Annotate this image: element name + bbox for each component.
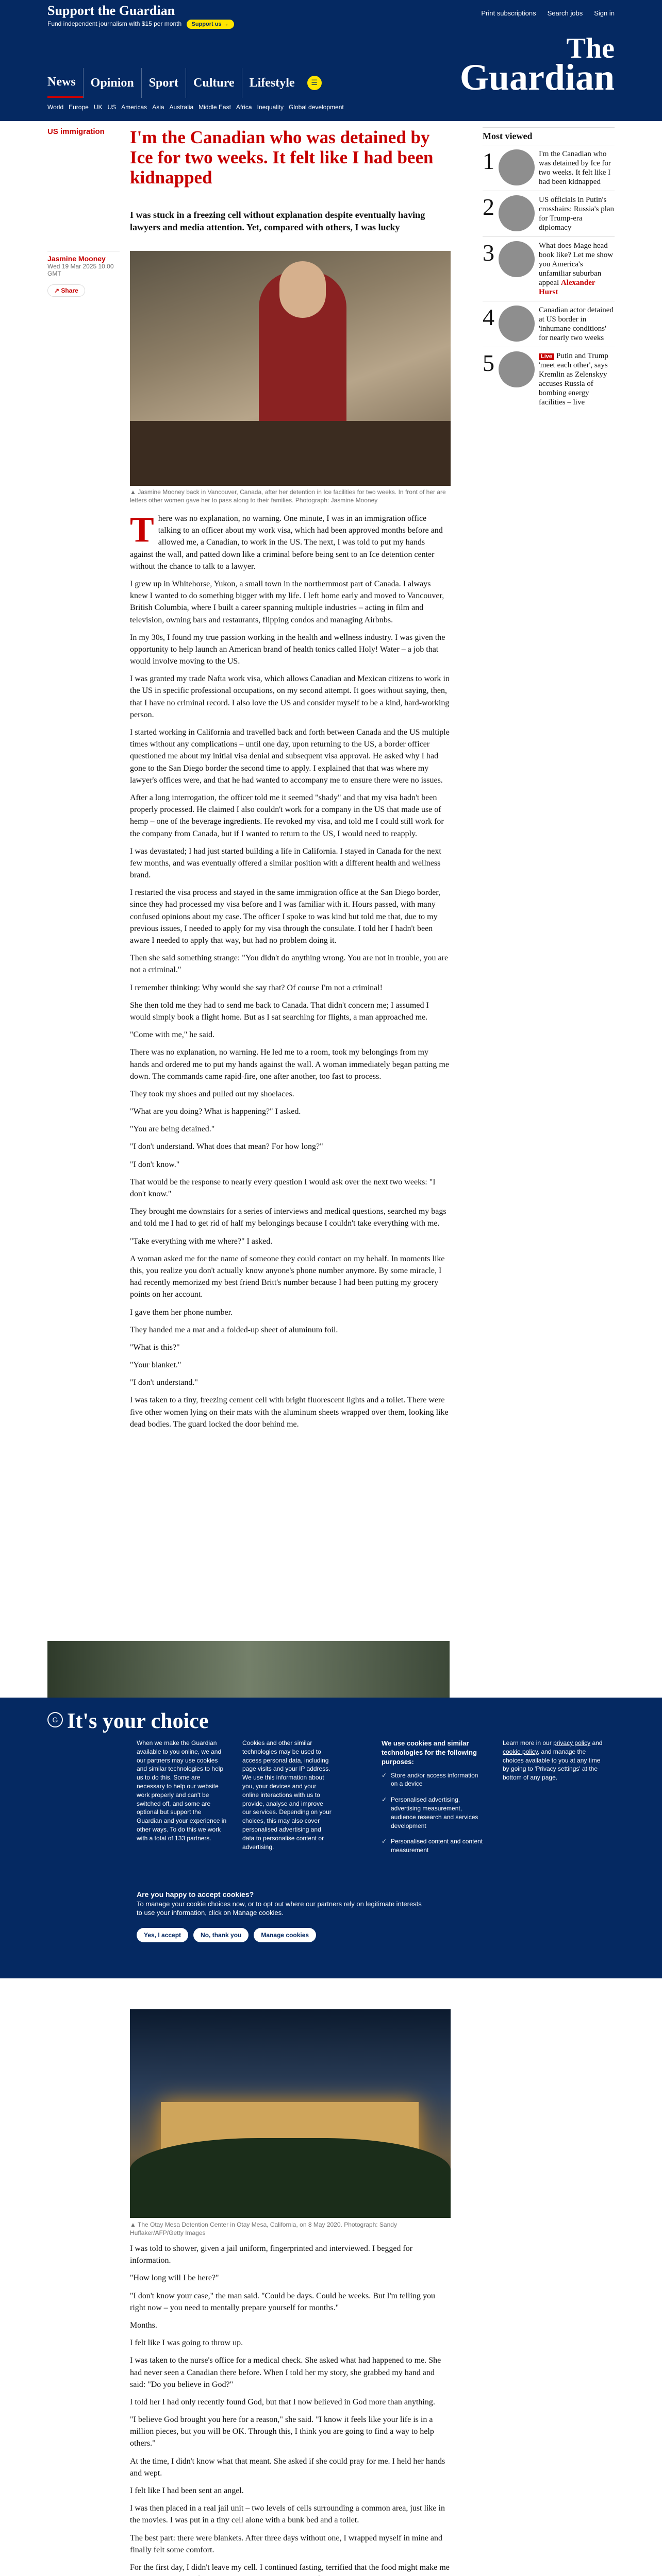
consent-details: Cookies and other similar technologies may be used to access personal data, including page visits and your IP address. We use this information about you, your devices and your online interactions with us to provide, analyse and improve our services. Depending on your choices, this may also cover personalised advertising and data to personalise content or advertising. bbox=[242, 1739, 332, 1851]
reject-cookies-button[interactable]: No, thank you bbox=[193, 1928, 249, 1942]
paragraph: I felt like I had been sent an angel. bbox=[130, 2486, 244, 2495]
pillar-nav bbox=[47, 68, 322, 98]
most-viewed-item[interactable] bbox=[483, 301, 615, 347]
most-viewed-text: Putin and Trump 'meet each other', says Kremlin as Zelenskyy accuses Russia of bombing energy facilities – live bbox=[539, 352, 608, 406]
thumbnail bbox=[499, 195, 535, 231]
headline: I'm the Canadian who was detained by Ice for two weeks. It felt like I had been kidnapped bbox=[130, 127, 434, 188]
paragraph: "I don't know." bbox=[130, 1160, 180, 1169]
paragraph: I was taken to a tiny, freezing cement cell with bright fluorescent lights and a toilet. There were five other women lying on their mats with the aluminum sheets wrapped over them, looking like dead bodies. The guard locked the door behind me. bbox=[130, 1396, 449, 1429]
image-trees bbox=[130, 2138, 451, 2218]
nav-news[interactable]: News bbox=[47, 68, 83, 98]
paragraph: They brought me downstairs for a series of interviews and medical questions, searched my bags and told me I had to get rid of half my belongings because I couldn't take everything with me. bbox=[130, 1207, 446, 1228]
paragraph: I grew up in Whitehorse, Yukon, a small town in the northernmost part of Canada. I always knew I wanted to do something bigger with my life. I left home early and moved to Vancouver, British Columbia, where I built a career spanning multiple industries – acting in film and television, owning bars and restaurants, flipping condos and managing Airbnbs. bbox=[130, 579, 444, 624]
purpose-item: ✓ Store and/or access information on a device bbox=[382, 1771, 485, 1789]
paragraph: "Come with me," he said. bbox=[130, 1030, 215, 1040]
subnav-asia[interactable]: Asia bbox=[152, 104, 164, 111]
paragraph: "I believe God brought you here for a reason," she said. "I know it feels like your life is in a million pieces, but you will be OK. Through this, I think you are going to find a way to help others." bbox=[130, 2415, 434, 2448]
paragraph: I was then placed in a real jail unit – two levels of cells surrounding a common area, just like in the movies. I was put in a tiny cell alone with a bunk bed and a toilet. bbox=[130, 2504, 445, 2525]
top-links bbox=[481, 9, 615, 17]
paragraph: "Your blanket." bbox=[130, 1361, 181, 1370]
paragraph: The best part: there were blankets. After three days without one, I wrapped myself in mine and finally felt some comfort. bbox=[130, 2533, 443, 2554]
rank-number: 5 bbox=[483, 350, 494, 376]
learn-more-post: , and manage the choices available to you at any time by going to 'Privacy settings' at the bottom of any page. bbox=[503, 1748, 601, 1782]
paragraph: "What are you doing? What is happening?" I asked. bbox=[130, 1107, 301, 1116]
guardian-logo[interactable] bbox=[459, 32, 615, 98]
consent-title: It's your choice bbox=[67, 1709, 209, 1733]
support-title: Support the Guardian bbox=[47, 3, 175, 18]
masthead bbox=[0, 0, 662, 121]
article-body-continued bbox=[130, 2243, 450, 2576]
paragraph: Months. bbox=[130, 2320, 157, 2330]
subnav-us[interactable]: US bbox=[107, 104, 117, 111]
nav-lifestyle[interactable]: Lifestyle bbox=[242, 68, 302, 98]
thumbnail bbox=[499, 241, 535, 277]
accept-cookies-button[interactable]: Yes, I accept bbox=[137, 1928, 188, 1942]
paragraph: "I don't understand." bbox=[130, 1378, 198, 1387]
image-caption-text: The Otay Mesa Detention Center in Otay Mesa, California, on 8 May 2020. Photograph: Sandy Huffaker/AFP/Getty Images bbox=[130, 2221, 397, 2237]
most-viewed bbox=[483, 127, 615, 411]
guardian-roundel-icon: G bbox=[47, 1712, 63, 1727]
paragraph: "How long will I be here?" bbox=[130, 2274, 219, 2283]
thumbnail bbox=[499, 149, 535, 185]
logo-guardian: Guardian bbox=[459, 57, 615, 98]
subnav-inequality[interactable]: Inequality bbox=[257, 104, 284, 111]
share-label: Share bbox=[61, 287, 78, 294]
paragraph: I was devastated; I had just started building a life in California. I stayed in Canada for the next few months, and was eventually offered a similar position with a different health and wellness brand. bbox=[130, 846, 441, 880]
purpose-item: ✓ Personalised advertising, advertising measurement, audience research and services development bbox=[382, 1795, 485, 1830]
most-viewed-title: Most viewed bbox=[483, 127, 615, 142]
sub-nav bbox=[47, 104, 344, 111]
publish-date: Wed 19 Mar 2025 10.00 GMT bbox=[47, 263, 114, 277]
rank-number: 3 bbox=[483, 240, 494, 266]
hero-caption-text: Jasmine Mooney back in Vancouver, Canada, after her detention in Ice facilities for two weeks. In front of her are letters other women gave her to pass along to their families. Photograph: Jasmine Mooney bbox=[130, 488, 446, 504]
paragraph: I felt like I was going to throw up. bbox=[130, 2338, 243, 2348]
inline-image-partial bbox=[47, 1641, 450, 1698]
most-viewed-item[interactable] bbox=[483, 236, 615, 301]
paragraph: I restarted the visa process and stayed in the same immigration office at the San Diego border, since they had processed my visa before and I was familiar with it. Hours passed, with many confused opinions about my case. The officer I spoke to was kind but told me that, due to my previous issues, I needed to apply for my visa through the consulate. I told her I hadn't been aware I needed to apply that way, but had no problem doing it. bbox=[130, 888, 440, 945]
subnav-americas[interactable]: Americas bbox=[121, 104, 147, 111]
purposes-title: We use cookies and similar technologies for the following purposes: bbox=[382, 1739, 477, 1766]
share-button[interactable]: ↗ Share bbox=[47, 284, 85, 297]
standfirst: I was stuck in a freezing cell without explanation despite eventually having lawyers and media attention. Yet, compared with others, I was lucky bbox=[130, 210, 425, 233]
learn-more-pre: Learn more in our bbox=[503, 1739, 552, 1747]
rank-number: 2 bbox=[483, 194, 494, 220]
consent-question-sub: To manage your cookie choices now, or to opt out where our partners rely on legitimate interests to use your information, click on Manage cookies. bbox=[137, 1900, 422, 1917]
manage-cookies-button[interactable]: Manage cookies bbox=[254, 1928, 316, 1942]
paragraph: I started working in California and travelled back and forth between Canada and the US multiple times without any complications – until one day, upon returning to the US, a border officer questioned me about my initial visa denial and subsequent visa approval. He asked why I had gone to the San Diego border the second time to apply. I explained that that was where my lawyer's offices were, and that he had wanted to accompany me to ensure there were no issues. bbox=[130, 728, 450, 785]
paragraph: "You are being detained." bbox=[130, 1125, 215, 1134]
subnav-uk[interactable]: UK bbox=[93, 104, 103, 111]
paragraph: I was told to shower, given a jail uniform, fingerprinted and interviewed. I begged for information. bbox=[130, 2244, 413, 2265]
thumbnail bbox=[499, 306, 535, 342]
rank-number: 1 bbox=[483, 148, 494, 174]
paragraph: In my 30s, I found my true passion working in the health and wellness industry. I was given the opportunity to help launch an American brand of health tonics called Holy! Water – a job that would involve moving to the US. bbox=[130, 633, 445, 666]
hamburger-icon[interactable]: ☰ bbox=[307, 76, 322, 90]
support-banner bbox=[47, 3, 234, 29]
section-kicker[interactable]: US immigration bbox=[47, 127, 105, 136]
detention-center-image bbox=[130, 2009, 451, 2218]
paragraph: I told her I had only recently found God, but that I now believed in God more than anything. bbox=[130, 2397, 435, 2406]
sign-in-link[interactable]: Sign in bbox=[594, 9, 615, 17]
most-viewed-author: Alexander Hurst bbox=[539, 279, 595, 296]
paragraph: A woman asked me for the name of someone they could contact on my behalf. In moments like this, you realize you don't actually know anyone's phone number anymore. By some miracle, I had recently memorized my best friend Britt's number because I had been putting my grocery points on her account. bbox=[130, 1254, 445, 1299]
paragraph: "I don't know your case," the man said. "Could be days. Could be weeks. But I'm telling you right now – you need to mentally prepare yourself for months." bbox=[130, 2291, 435, 2312]
hero-head bbox=[279, 261, 326, 318]
paragraph: "What is this?" bbox=[130, 1343, 180, 1352]
image-caption: ▲ The Otay Mesa Detention Center in Otay Mesa, California, on 8 May 2020. Photograph: Sandy Huffaker/AFP/Getty Images bbox=[130, 2221, 397, 2237]
subnav-world[interactable]: World bbox=[47, 104, 64, 111]
subnav-africa[interactable]: Africa bbox=[236, 104, 252, 111]
print-subscriptions-link[interactable]: Print subscriptions bbox=[481, 9, 536, 17]
paragraph: I was taken to the nurse's office for a medical check. She asked what had happened to me. She had never seen a Canadian there before. When I told her my story, she grabbed my hand and said: "Do you believe in God?" bbox=[130, 2356, 441, 2389]
consent-buttons bbox=[137, 1928, 316, 1942]
most-viewed-headline bbox=[539, 241, 615, 297]
support-sub: Fund independent journalism with $15 per month bbox=[47, 20, 182, 27]
paragraph: "I don't understand. What does that mean? For how long?" bbox=[130, 1142, 323, 1151]
paragraph: They took my shoes and pulled out my shoelaces. bbox=[130, 1089, 294, 1098]
most-viewed-headline bbox=[539, 351, 615, 407]
paragraph: After a long interrogation, the officer told me it seemed "shady" and that my visa hadn't been properly processed. He claimed I also couldn't work for a company in the US that made use of hemp – one of the beverage ingredients. He revoked my visa, and told me I could still work for the company from Canada, but if I wanted to return to the US, I would need to reapply. bbox=[130, 793, 444, 838]
most-viewed-item[interactable] bbox=[483, 347, 615, 411]
hero-caption: ▲ Jasmine Mooney back in Vancouver, Canada, after her detention in Ice facilities for two weeks. In front of her are letters other women gave her to pass along to their families. Photograph: Jasmine Mooney bbox=[130, 488, 446, 504]
nav-opinion[interactable]: Opinion bbox=[83, 68, 141, 98]
most-viewed-headline: I'm the Canadian who was detained by Ice for two weeks. It felt like I had been kidnapped bbox=[539, 150, 611, 186]
most-viewed-item[interactable] bbox=[483, 191, 615, 236]
paragraph: I remember thinking: Why would she say that? Of course I'm not a criminal! bbox=[130, 983, 383, 992]
paragraph bbox=[130, 510, 450, 572]
support-us-button[interactable]: Support us → bbox=[187, 20, 234, 29]
rank-number: 4 bbox=[483, 304, 494, 330]
most-viewed-headline: US officials in Putin's crosshairs: Russia's plan for Trump-era diplomacy bbox=[539, 196, 615, 232]
most-viewed-headline: Canadian actor detained at US border in 'inhumane conditions' for nearly two weeks bbox=[539, 306, 614, 342]
subnav-global-development[interactable]: Global development bbox=[288, 104, 344, 111]
subnav-australia[interactable]: Australia bbox=[169, 104, 194, 111]
subnav-middle-east[interactable]: Middle East bbox=[198, 104, 231, 111]
byline bbox=[47, 251, 120, 297]
paragraph: She then told me they had to send me back to Canada. That didn't concern me; I assumed I would simply book a flight home. But as I sat searching for flights, a man approached me. bbox=[130, 1001, 429, 1022]
paragraph: I gave them her phone number. bbox=[130, 1308, 233, 1317]
paragraph-text: here was no explanation, no warning. One minute, I was in an immigration office talking to an officer about my work visa, which had been approved months before and allowed me, a Canadian, to work in the US. The next, I was told to put my hands against the wall, and patted down like a criminal before being sent to an Ice detention center without the chance to talk to a lawyer. bbox=[130, 514, 443, 571]
privacy-policy-link[interactable]: privacy policy bbox=[553, 1739, 591, 1747]
paragraph: For the first day, I didn't leave my cell. I continued fasting, terrified that the food might make me bbox=[130, 2563, 450, 2572]
consent-question-title: Are you happy to accept cookies? bbox=[137, 1890, 254, 1899]
thumbnail bbox=[499, 351, 535, 387]
nav-sport[interactable]: Sport bbox=[141, 68, 186, 98]
logo-the: The bbox=[566, 32, 615, 64]
learn-more-mid: and bbox=[592, 1739, 603, 1747]
purpose-item: ✓ Personalised content and content measurement bbox=[382, 1837, 485, 1855]
live-badge: Live bbox=[539, 353, 554, 360]
paragraph: "Take everything with me where?" I asked. bbox=[130, 1236, 273, 1246]
hero-image bbox=[130, 251, 451, 486]
article-body bbox=[130, 510, 450, 1436]
search-jobs-link[interactable]: Search jobs bbox=[547, 9, 583, 17]
paragraph: That would be the response to nearly every question I would ask over the next two weeks: "I don't know." bbox=[130, 1177, 436, 1198]
cookie-consent-banner bbox=[0, 1698, 662, 1978]
consent-intro: When we make the Guardian available to you online, we and our partners may use cookies and similar technologies to help us to do this. Some are necessary to help our website work properly and can't be switched off, and some are optional but support the Guardian and your experience in other ways. To do this we work with a total of 133 partners. bbox=[137, 1739, 227, 1842]
author-link[interactable]: Jasmine Mooney bbox=[47, 255, 106, 263]
consent-learn-more bbox=[503, 1739, 606, 1782]
paragraph: There was no explanation, no warning. He led me to a room, took my belongings from my hands and ordered me to put my hands against the wall. A woman immediately began patting me down. The commands came rapid-fire, one after another, too fast to process. bbox=[130, 1048, 449, 1081]
drop-cap: T bbox=[130, 510, 154, 550]
paragraph: I was granted my trade Nafta work visa, which allows Canadian and Mexican citizens to work in the US in specific professional occupations, on my second attempt. It goes without saying, then, that I have no criminal record. I also love the US and consider myself to be a kind, hard-working person. bbox=[130, 674, 450, 719]
paragraph: At the time, I didn't know what that meant. She asked if she could pray for me. I held her hands and wept. bbox=[130, 2456, 445, 2478]
consent-purposes bbox=[382, 1739, 485, 1862]
paragraph: Then she said something strange: "You didn't do anything wrong. You are not in trouble, you are not a criminal." bbox=[130, 954, 449, 975]
cookie-policy-link[interactable]: cookie policy bbox=[503, 1748, 538, 1755]
subnav-europe[interactable]: Europe bbox=[69, 104, 89, 111]
nav-culture[interactable]: Culture bbox=[186, 68, 242, 98]
paragraph: They handed me a mat and a folded-up sheet of aluminum foil. bbox=[130, 1325, 338, 1334]
most-viewed-item[interactable] bbox=[483, 145, 615, 191]
most-viewed-text: What does Mage head book like? Let me show you America's unfamiliar suburban appeal bbox=[539, 242, 614, 287]
hero-table bbox=[130, 421, 451, 486]
consent-question bbox=[137, 1890, 425, 1918]
content-area bbox=[47, 121, 615, 2576]
